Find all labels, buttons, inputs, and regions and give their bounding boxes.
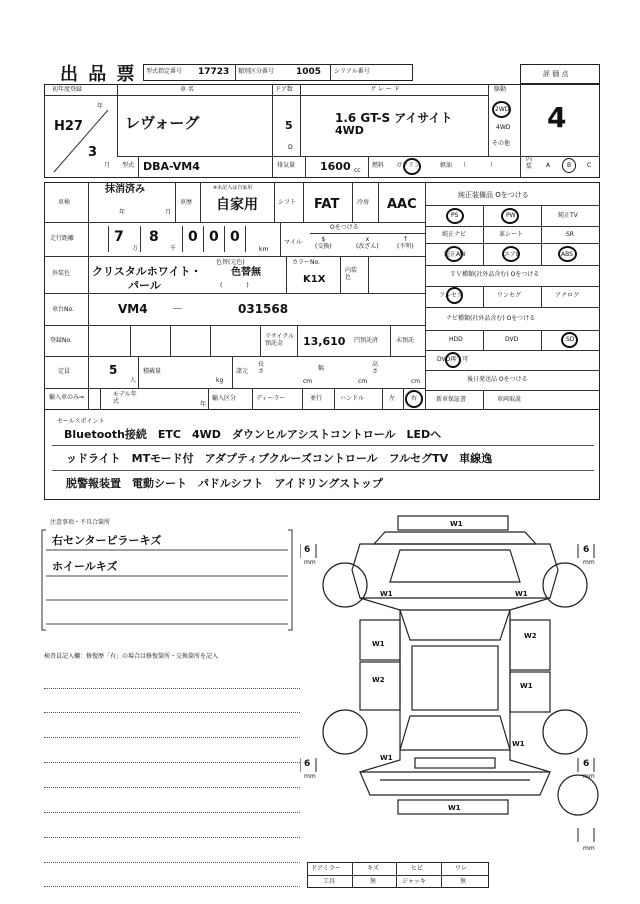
navi-sd: SD [566,336,575,343]
tv-fullseg-circle [446,287,463,304]
first-reg-year-suffix: 年 [97,103,104,110]
mileage-d1: 7 [114,229,124,245]
inspection-value: 抹消済み [105,184,145,195]
diag-ld-rear: W2 [372,676,385,684]
import-parallel: 並行 [310,395,323,402]
chassis-dash: － [172,302,183,315]
navi-hdd: HDD [449,336,463,343]
load-label: 積載量 [143,368,162,375]
car-name-label: 車 名 [180,86,194,93]
dims-height: 高さ [372,361,379,375]
tire-fl: 6 [304,545,311,555]
cond-r0: 工具 [323,878,336,885]
equip-ps: PS [451,212,459,219]
car-diagram [300,510,610,850]
serial-label: シリアル番号 [334,68,370,75]
registration-label: 登録No. [50,337,72,344]
import-class: 輸入区分 [212,395,237,402]
notes-line2: ホイールキズ [52,560,118,573]
equip-pw: PW [506,212,516,219]
car-name-value: レヴォーグ [125,114,200,132]
mileage-opt2: x (改ざん) [356,236,379,251]
import-dealer: ディーラー [256,395,286,402]
diag-ld-front: W1 [372,640,385,648]
repaint-label: 色替(元色) [216,259,245,266]
equip-leather: 革シート [499,231,524,238]
mileage-opt1: $ (交換) [315,236,332,251]
diag-rd-front: W2 [524,632,537,640]
fuel-circle [403,158,421,175]
model-label: 型式 [122,162,135,169]
interior-label: 内装 [526,156,533,170]
notes-label: 注意事項・不具合箇所 [50,519,111,526]
equip-title: 純正装備品 Oをつける [458,191,529,199]
fuel-paren: （ ） [460,162,497,169]
equip-tv: 純正TV [558,212,578,219]
dims-length: 長さ [258,361,265,375]
mileage-label: 走行距離 [50,235,75,242]
model-cert-no: 17723 [198,67,230,77]
drive-label: 駆動 [494,86,507,93]
tire-rr: 6 [583,759,590,769]
recycle-label: リサイクル預託金 [265,333,295,348]
grade-label: グ レ ー ド [370,86,400,93]
dims-height-cm: cm [411,378,421,385]
tire-rl: 6 [304,759,311,769]
dvd-play-circle [445,352,461,368]
drive-4wd: 4WD [496,124,511,131]
page-title: 出 品 票 [60,64,137,85]
after-manual: 車両取説 [497,396,522,403]
interior-a: A [546,162,551,169]
mileage-u1: 万 [132,245,139,252]
import-year: 年 [200,401,207,408]
navi-dvd: DVD [505,336,519,343]
model-cert-label: 型式指定番号 [146,68,183,75]
navi-sd-circle [561,332,578,348]
grade-line1: 1.6 GT-S アイサイト [335,111,453,125]
cond-h1: キズ [367,865,379,872]
equip-navi: 純正ナビ [442,231,467,238]
mileage-hint: Oをつける [330,224,359,231]
drive-2wd: 2WD [495,106,510,113]
mileage-mile: マイル [284,239,302,246]
dims-width: 幅 [318,365,325,372]
equip-airbag-circle [502,246,520,262]
class-label: 類別区分番号 [238,68,275,75]
fuel-gasoline: ガソリン [396,162,421,169]
mileage-d2: 8 [149,229,159,245]
inspector-label: 検査員記入欄：修復歴「有」の場合は修復箇所・交換箇所を記入 [44,653,219,660]
equip-ps-circle [446,208,464,224]
cond-h2: ヒビ [411,865,424,872]
color-line1: クリスタルホワイト・ [92,265,202,278]
mileage-unit: km [259,246,269,253]
mileage-u2: 千 [170,245,177,252]
mm-fl: mm [304,559,316,566]
mm-rl: mm [304,773,316,780]
diag-lf: W1 [380,590,393,598]
shift-label: シフト [278,199,297,206]
load-unit: kg [216,377,224,384]
int-color-label: 内装色 [345,267,358,282]
sales-line3: 脱警報装置 電動シート パドルシフト アイドリングストップ [66,477,383,490]
displacement-value: 1600 [320,160,351,173]
drive-circle [492,101,511,118]
interior-b: B [567,162,572,169]
tv-fullseg: フルセグ [439,292,463,299]
repaint-value: 色替無 [231,267,261,278]
capacity-value: 5 [109,363,118,377]
equip-sr: SR [566,231,574,238]
diag-rd-rear: W1 [520,682,533,690]
fuel-label: 燃料 [372,162,385,169]
displacement-unit: cc [354,167,361,174]
tv-oneseg: ワンセグ [497,292,522,299]
import-model-year: モデル年式 [113,391,137,406]
sales-points-label: セールスポイント [57,418,105,425]
first-reg-label: 初年度登録 [52,86,83,93]
mm-fr: mm [583,559,595,566]
grade-line2: 4WD [335,124,364,137]
mileage-d3: 0 [188,229,198,245]
ac-value: AAC [387,197,417,212]
dvd-play: DVD再生可 [437,356,469,363]
score: 4 [547,101,567,134]
tv-analog: アナログ [555,292,580,299]
import-label: 輸入車のみ⇒ [49,394,85,401]
inspection-label: 車検 [58,199,71,206]
diag-rr: W1 [512,740,525,748]
equip-abs-circle [558,246,577,262]
mm-rr: mm [583,773,595,780]
handle-circle [405,390,423,408]
history-note: ※未記入は自家用 [213,185,253,191]
chassis-prefix: VM4 [118,302,148,316]
color-code-label: カラーNo. [292,259,320,266]
navi-title: ナビ種類(社外品含む) Oをつける [446,315,536,322]
color-code: K1X [303,274,326,285]
cond-r1: 無 [370,878,377,885]
sales-line2: ッドライト MTモード付 アダプティブクルーズコントロール フルセグTV 車線逸 [66,452,493,465]
recycle-unit: 円預託済 [354,337,379,344]
equip-abs: ABS [561,251,573,258]
mm-spare: mm [583,845,595,850]
fuel-diesel: 軽油 [440,162,453,169]
tire-fr: 6 [583,545,590,555]
eval-label: 評 価 点 [543,70,569,78]
notes-line1: 右センターピラーキズ [52,534,162,547]
first-reg-month: 3 [88,145,98,160]
capacity-unit: 人 [130,377,137,384]
diag-lr: W1 [380,754,393,762]
class-no: 1005 [296,67,322,77]
dims-label: 諸元 [236,368,249,375]
ac-label: 冷房 [357,199,370,206]
interior-circle [562,158,576,173]
recycle-unpaid: 未預託 [396,337,415,344]
mileage-d4: 0 [209,229,219,245]
import-right: 右 [411,395,418,402]
equip-aw-circle [445,246,463,262]
doors-label: ドア数 [275,86,293,93]
import-handle: ハンドル [340,395,365,402]
tv-title: ＴＶ種類(社外品含む) Oをつける [450,271,540,278]
import-left: 左 [389,395,396,402]
shift-value: FAT [314,197,340,212]
cond-r3: 無 [460,878,467,885]
displacement-label: 排気量 [277,162,296,169]
mileage-d5: 0 [230,229,240,245]
first-reg-month-suffix: 月 [104,162,111,169]
diag-rear: W1 [448,804,461,812]
mileage-opt3: f (不明) [397,236,414,251]
equip-airbag: エアB [504,251,521,258]
after-warranty: 新車保証書 [436,396,467,403]
history-label: 車歴 [180,199,193,206]
color-label: 外装色 [52,270,71,277]
diag-front: W1 [450,520,463,528]
recycle-value: 13,610 [303,335,346,348]
equip-pw-circle [501,208,519,224]
sales-line1: Bluetooth接続 ETC 4WD ダウンヒルアシストコントロール LEDヘ [64,428,442,441]
drive-other: その他 [492,140,511,147]
after-title: 後日発送品 Oをつける [467,376,528,383]
cond-h0: ドアミラー [311,865,341,872]
model-value: DBA-VM4 [143,160,200,173]
repaint-paren: ( ) [220,282,249,289]
equip-aw: 純正AW [444,251,466,258]
first-reg-era: H27 [54,119,83,134]
chassis-label: 車台No. [52,306,74,313]
color-line2: パール [128,279,161,292]
chassis-number: 031568 [238,302,289,316]
diag-rf: W1 [515,590,528,598]
history-value: 自家用 [216,197,258,213]
model-cert-box [143,64,413,81]
cond-r2: ジャッキ [402,878,426,885]
inspection-month: 月 [165,209,172,216]
doors-value: 5 [285,119,293,132]
dims-width-cm: cm [358,378,368,385]
inspection-year: 年 [119,209,126,216]
dims-length-cm: cm [303,378,313,385]
cond-h3: ワレ [455,865,468,872]
capacity-label: 定員 [58,368,71,375]
interior-c: C [587,162,592,169]
doors-sub: D [288,144,293,151]
